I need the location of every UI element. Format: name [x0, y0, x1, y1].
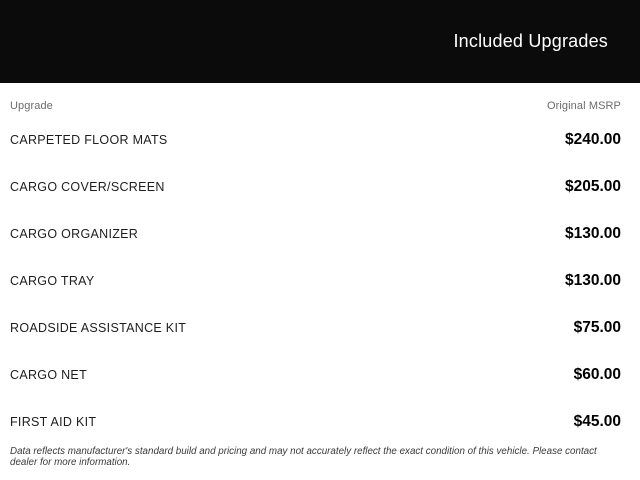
upgrade-name: FIRST AID KIT	[10, 414, 97, 429]
upgrade-name: ROADSIDE ASSISTANCE KIT	[10, 320, 187, 335]
table-row	[10, 163, 621, 210]
table-row	[10, 116, 621, 163]
table-row	[10, 398, 621, 445]
upgrades-table	[0, 95, 640, 445]
table-row	[10, 210, 621, 257]
page-title: Included Upgrades	[453, 31, 608, 51]
table-row	[10, 304, 621, 351]
header-bar	[0, 0, 640, 83]
upgrade-price: $240.00	[564, 130, 621, 148]
upgrade-price: $60.00	[573, 365, 621, 383]
upgrade-price: $45.00	[573, 412, 621, 430]
upgrade-price: $130.00	[564, 224, 621, 242]
column-header-row	[10, 95, 621, 116]
upgrade-price: $75.00	[573, 318, 621, 336]
disclaimer-text: Data reflects manufacturer's standard build and pricing and may not accurately reflect the exact condition of this vehicle. Please contact dealer for more information.	[10, 446, 597, 468]
upgrade-name: CARGO COVER/SCREEN	[10, 179, 165, 194]
upgrade-price: $205.00	[564, 177, 621, 195]
upgrade-name: CARPETED FLOOR MATS	[10, 132, 168, 147]
table-row	[10, 257, 621, 304]
upgrade-name: CARGO NET	[10, 367, 88, 382]
upgrade-name: CARGO TRAY	[10, 273, 95, 288]
column-header-msrp: Original MSRP	[546, 99, 621, 112]
upgrade-name: CARGO ORGANIZER	[10, 226, 139, 241]
upgrade-price: $130.00	[564, 271, 621, 289]
column-header-upgrade: Upgrade	[10, 99, 53, 112]
table-row	[10, 351, 621, 398]
